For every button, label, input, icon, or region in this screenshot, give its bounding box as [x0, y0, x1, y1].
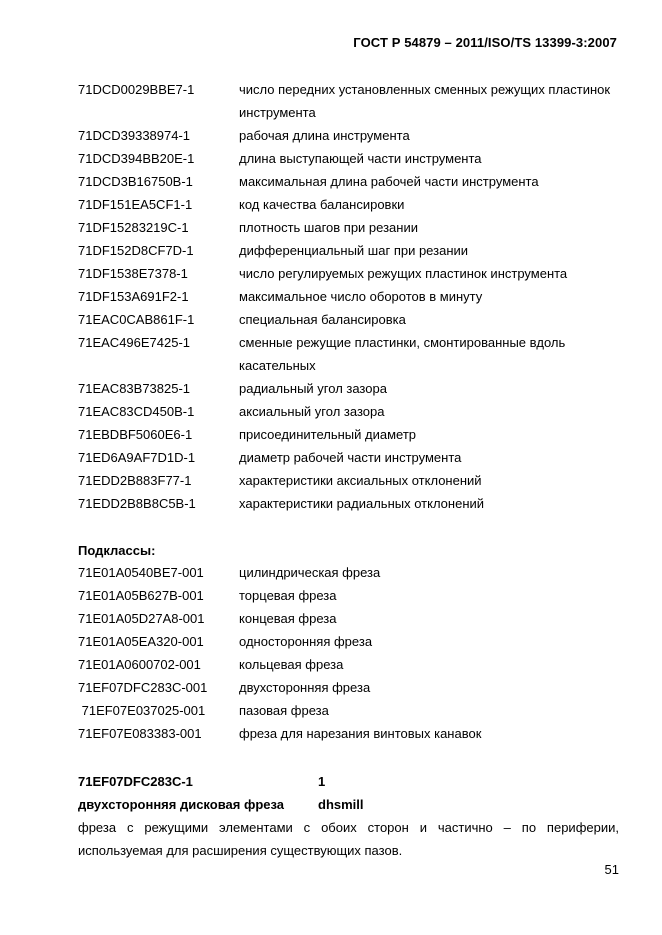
- list-item: [78, 676, 618, 699]
- item-description: кольцевая фреза: [239, 657, 344, 672]
- list-item: [78, 584, 618, 607]
- list-item: [78, 285, 618, 308]
- item-code: 71EBDBF5060E6-1: [78, 427, 193, 442]
- item-code: 71DCD0029BBE7-1: [78, 82, 195, 97]
- item-description: рабочая длина инструмента: [239, 128, 410, 143]
- term-name-line: [78, 793, 618, 816]
- item-description: сменные режущие пластинки, смонтированные вдоль касательных: [239, 335, 566, 373]
- list-item: [78, 239, 618, 262]
- list-item: [78, 492, 618, 515]
- list-item: [78, 193, 618, 216]
- item-code: 71EDD2B883F77-1: [78, 473, 192, 488]
- list-item: [78, 124, 618, 147]
- item-description: дифференциальный шаг при резании: [239, 243, 469, 258]
- item-description: фреза для нарезания винтовых канавок: [239, 726, 482, 741]
- item-description: концевая фреза: [239, 611, 337, 626]
- list-item: [78, 170, 618, 193]
- item-code: 71DF153A691F2-1: [78, 289, 189, 304]
- item-description: специальная балансировка: [239, 312, 406, 327]
- item-code: 71EAC496E7425-1: [78, 335, 191, 350]
- item-code: 71DCD39338974-1: [78, 128, 191, 143]
- list-item: [78, 607, 618, 630]
- list-item: [78, 216, 618, 239]
- item-code: 71E01A05EA320-001: [78, 634, 204, 649]
- item-description: число регулируемых режущих пластинок инструмента: [239, 266, 568, 281]
- subclass-list: [78, 561, 618, 745]
- item-description: односторонняя фреза: [239, 634, 373, 649]
- item-code: 71ED6A9AF7D1D-1: [78, 450, 196, 465]
- item-description: присоединительный диаметр: [239, 427, 416, 442]
- item-description: характеристики аксиальных отклонений: [239, 473, 482, 488]
- item-code: 71EAC83CD450B-1: [78, 404, 195, 419]
- list-item: [78, 423, 618, 446]
- item-code: 71DCD3B16750B-1: [78, 174, 193, 189]
- item-description: характеристики радиальных отклонений: [239, 496, 485, 511]
- list-item: [78, 699, 618, 722]
- item-description: максимальное число оборотов в минуту: [239, 289, 483, 304]
- item-description: пазовая фреза: [239, 703, 329, 718]
- list-item: [78, 308, 618, 331]
- list-item: [78, 722, 618, 745]
- list-item: [78, 630, 618, 653]
- page-number: 51: [604, 862, 619, 877]
- subclasses-heading: Подклассы:: [78, 543, 156, 558]
- item-code: 71DCD394BB20E-1: [78, 151, 195, 166]
- list-item: [78, 147, 618, 170]
- item-code: 71EAC0CAB861F-1: [78, 312, 195, 327]
- list-item: [78, 377, 618, 400]
- item-code: 71DF15283219C-1: [78, 220, 189, 235]
- item-code: 71EDD2B8B8C5B-1: [78, 496, 196, 511]
- item-description: диаметр рабочей части инструмента: [239, 450, 462, 465]
- list-item: [78, 561, 618, 584]
- term-code: 71EF07DFC283C-1: [78, 774, 193, 789]
- item-description: код качества балансировки: [239, 197, 405, 212]
- list-item: [78, 331, 618, 377]
- item-description: двухсторонняя фреза: [239, 680, 371, 695]
- item-description: аксиальный угол зазора: [239, 404, 385, 419]
- item-code: 71EF07E037025-001: [78, 703, 206, 718]
- item-code: 71E01A0540BE7-001: [78, 565, 204, 580]
- item-code: 71E01A05D27A8-001: [78, 611, 205, 626]
- item-code: 71DF152D8CF7D-1: [78, 243, 194, 258]
- property-list: [78, 78, 618, 515]
- item-code: 71DF1538E7378-1: [78, 266, 188, 281]
- item-code: 71E01A05B627B-001: [78, 588, 204, 603]
- item-code: 71E01A0600702-001: [78, 657, 201, 672]
- item-code: 71DF151EA5CF1-1: [78, 197, 193, 212]
- item-description: длина выступающей части инструмента: [239, 151, 482, 166]
- term-abbrev: dhsmill: [318, 797, 364, 812]
- item-description: цилиндрическая фреза: [239, 565, 381, 580]
- item-description: плотность шагов при резании: [239, 220, 418, 235]
- item-code: 71EAC83B73825-1: [78, 381, 191, 396]
- term-name: двухсторонняя дисковая фреза: [78, 797, 285, 812]
- term-definition: фреза с режущими элементами с обоих сторон и частично – по периферии, используемая для расширения существующих пазов.: [78, 820, 619, 858]
- list-item: [78, 653, 618, 676]
- list-item: [78, 400, 618, 423]
- item-description: максимальная длина рабочей части инструмента: [239, 174, 539, 189]
- list-item: [78, 262, 618, 285]
- item-code: 71EF07DFC283C-001: [78, 680, 208, 695]
- list-item: [78, 469, 618, 492]
- item-description: радиальный угол зазора: [239, 381, 387, 396]
- item-code: 71EF07E083383-001: [78, 726, 202, 741]
- item-description: число передних установленных сменных режущих пластинок инструмента: [239, 82, 611, 120]
- term-code-line: [78, 770, 618, 793]
- term-version: 1: [318, 774, 326, 789]
- list-item: [78, 78, 618, 124]
- list-item: [78, 446, 618, 469]
- page-header: ГОСТ Р 54879 – 2011/ISO/TS 13399-3:2007: [353, 35, 617, 50]
- item-description: торцевая фреза: [239, 588, 337, 603]
